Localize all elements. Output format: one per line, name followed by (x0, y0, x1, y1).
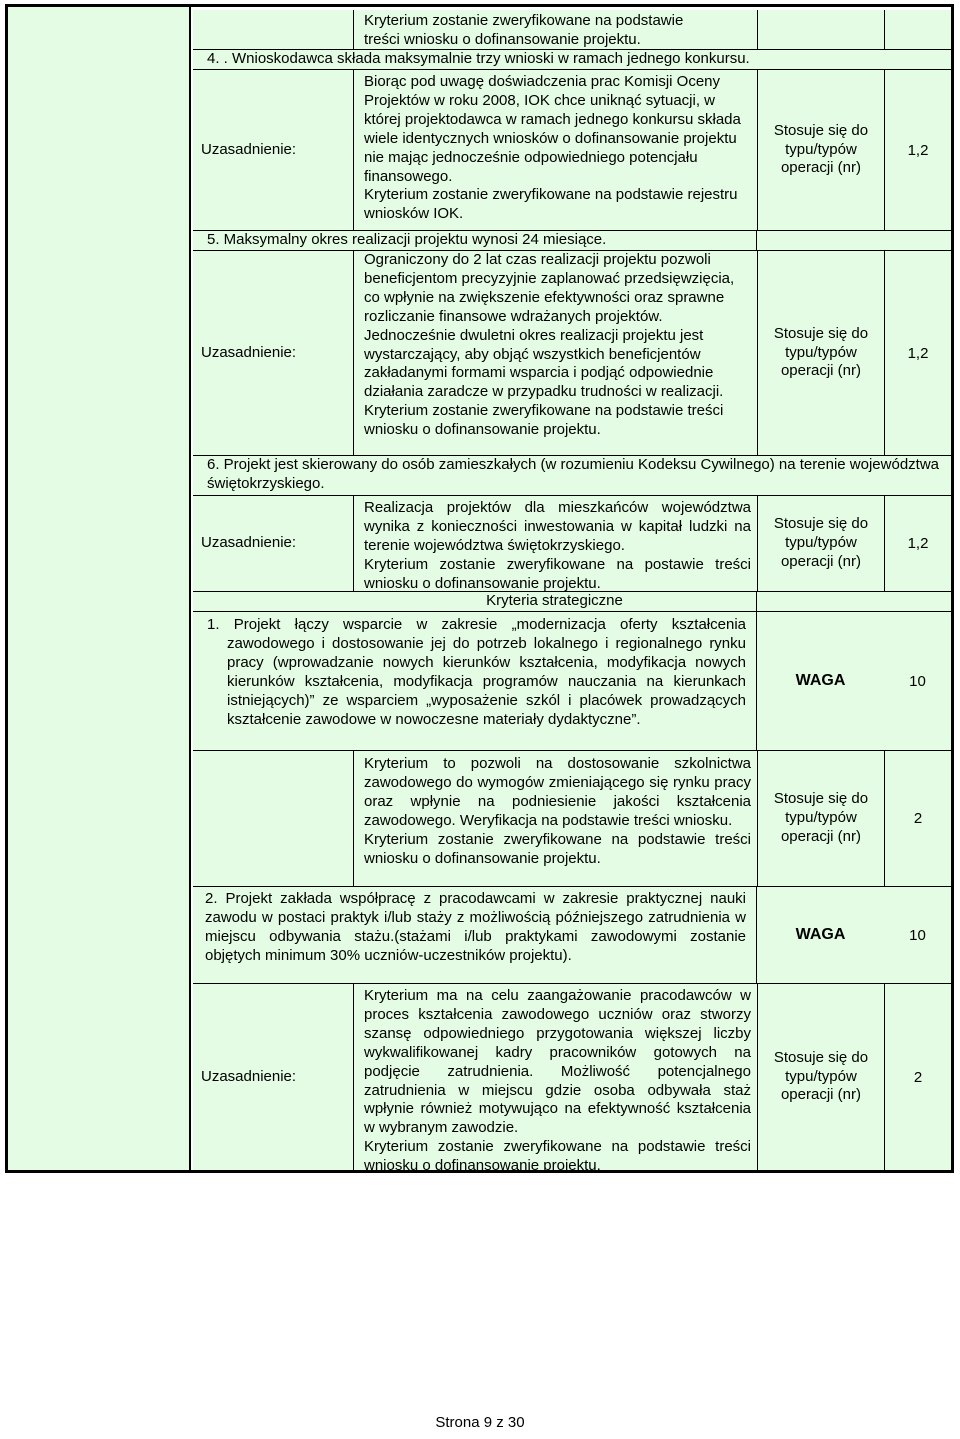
table-row (193, 10, 951, 50)
criterion-heading: 5. Maksymalny okres realizacji projektu wynosi 24 miesiące. (193, 231, 757, 250)
justification-text: Biorąc pod uwagę doświadczenia prac Komisji Oceny Projektów w roku 2008, IOK chce uniknąć sytuacji, w której projektodawca w ramach jednego konkursu składa wiele identycznych wniosków o dofinansowanie projektu nie mając jednocześnie odpowiedniego potencjału finansowego. Kryterium zostanie zweryfikowane na podstawie rejestru wniosków IOK. (353, 70, 757, 230)
justification-text: Kryterium ma na celu zaangażowanie pracodawców w proces kształcenia zawodowego uczniów oraz stworzy szansę odpowiedniego przygotowania większej liczby wykwalifikowanej kadry pracowników gotowych na podjęcie zatrudnienia. Możliwość potencjalnego zatrudnienia w miejscu gdzie osoba odbywała staż wpłynie również motywująco na efektywność kształcenia w wybranym zawodzie. Kryterium zostanie zweryfikowane na podstawie treści wniosku o dofinansowanie projektu. (353, 984, 757, 1170)
table-row (193, 984, 951, 1175)
operation-type-value: 1,2 (907, 344, 929, 362)
weight-label: WAGA (795, 926, 846, 943)
operation-type-value: 2 (913, 1068, 923, 1086)
criterion-heading: 6. Projekt jest skierowany do osób zamieszkałych (w rozumieniu Kodeksu Cywilnego) na terenie województwa świętokrzyskiego. (207, 456, 940, 492)
table-row (193, 456, 951, 496)
table-row (193, 50, 951, 70)
justification-text: Kryterium zostanie zweryfikowane na podstawie treści wniosku o dofinansowanie projektu. (353, 10, 757, 49)
justification-label: Uzasadnienie: (201, 343, 297, 361)
table-row (193, 751, 951, 887)
left-margin-column (8, 7, 191, 1170)
applies-to-operations: Stosuje się do typu/typów operacji (nr) (773, 121, 869, 177)
applies-to-operations: Stosuje się do typu/typów operacji (nr) (773, 790, 869, 845)
justification-text: Realizacja projektów dla mieszkańców województwa wynika z konieczności inwestowania w kapitał ludzki na terenie województwa świętokrzyskiego. Kryterium zostanie zweryfikowane na postawie treści wniosku o dofinansowanie projektu. (353, 496, 757, 591)
justification-label: Uzasadnienie: (201, 534, 297, 552)
page-number: Strona 9 z 30 (435, 1414, 525, 1431)
criteria-table (5, 4, 954, 1173)
table-row (193, 251, 951, 456)
criterion-heading: 4. . Wnioskodawca składa maksymalnie trzy wnioski w ramach jednego konkursu. (207, 50, 750, 67)
justification-label: Uzasadnienie: (201, 140, 297, 158)
criterion-heading: 1. Projekt łączy wsparcie w zakresie „modernizacja oferty kształcenia zawodowego i dostosowanie jej do potrzeb lokalnego i regionalnego rynku pracy (wprowadzanie nowych kierunków kształcenia, modyfikacja nowych kierunków kształcenia, modyfikacja programów nauczania na kierunkach istniejących)” ze wsparciem „wyposażenie szkól i placówek prowadzących kształcenie zawodowe w nowoczesne materiały dydaktyczne”. (193, 612, 757, 750)
applies-to-operations: Stosuje się do typu/typów operacji (nr) (773, 515, 869, 570)
applies-to-operations: Stosuje się do typu/typów operacji (nr) (773, 1048, 869, 1104)
table-row (193, 612, 951, 751)
weight-label: WAGA (795, 672, 846, 689)
operation-type-value: 1,2 (907, 141, 929, 159)
operation-type-value: 1,2 (907, 535, 929, 552)
applies-to-operations: Stosuje się do typu/typów operacji (nr) (773, 324, 869, 380)
table-row (193, 496, 951, 592)
criterion-heading: 2. Projekt zakłada współpracę z pracodawcami w zakresie praktycznej nauki zawodu w postaci praktyk i/lub staży z możliwością późniejszego zatrudnienia w miejscu odbywania stażu.(stażami i/lub praktykami zawodowymi zostanie objętych minimum 30% uczniów-uczestników projektu). (193, 887, 757, 983)
weight-value: 10 (909, 926, 926, 944)
section-heading: Kryteria strategiczne (193, 592, 757, 611)
justification-text: Kryterium to pozwoli na dostosowanie szkolnictwa zawodowego do wymogów zmieniającego się rynku pracy oraz wpłynie na podniesienie jakości kształcenia zawodowego. Weryfikacja na podstawie treści wniosku. Kryterium zostanie zweryfikowane na podstawie treści wniosku o dofinansowanie projektu. (353, 751, 757, 886)
table-row (193, 231, 951, 251)
justification-label: Uzasadnienie: (201, 1067, 297, 1085)
table-row (193, 592, 951, 612)
table-row (193, 70, 951, 231)
table-row (193, 887, 951, 984)
operation-type-value: 2 (913, 810, 923, 827)
weight-value: 10 (909, 672, 926, 690)
justification-text: Ograniczony do 2 lat czas realizacji projektu pozwoli beneficjentom precyzyjnie zaplanować przedsięwzięcia, co wpłynie na zwiększenie efektywności oraz sprawne rozliczanie finansowe wdrażanych projektów. Jednocześnie dwuletni okres realizacji projektu jest wystarczający, aby objąć wszystkich beneficjentów zakładanymi formami wsparcia i podjąć odpowiednie działania zaradcze w przypadku trudności w realizacji. Kryterium zostanie zweryfikowane na podstawie treści wniosku o dofinansowanie projektu. (353, 251, 757, 455)
